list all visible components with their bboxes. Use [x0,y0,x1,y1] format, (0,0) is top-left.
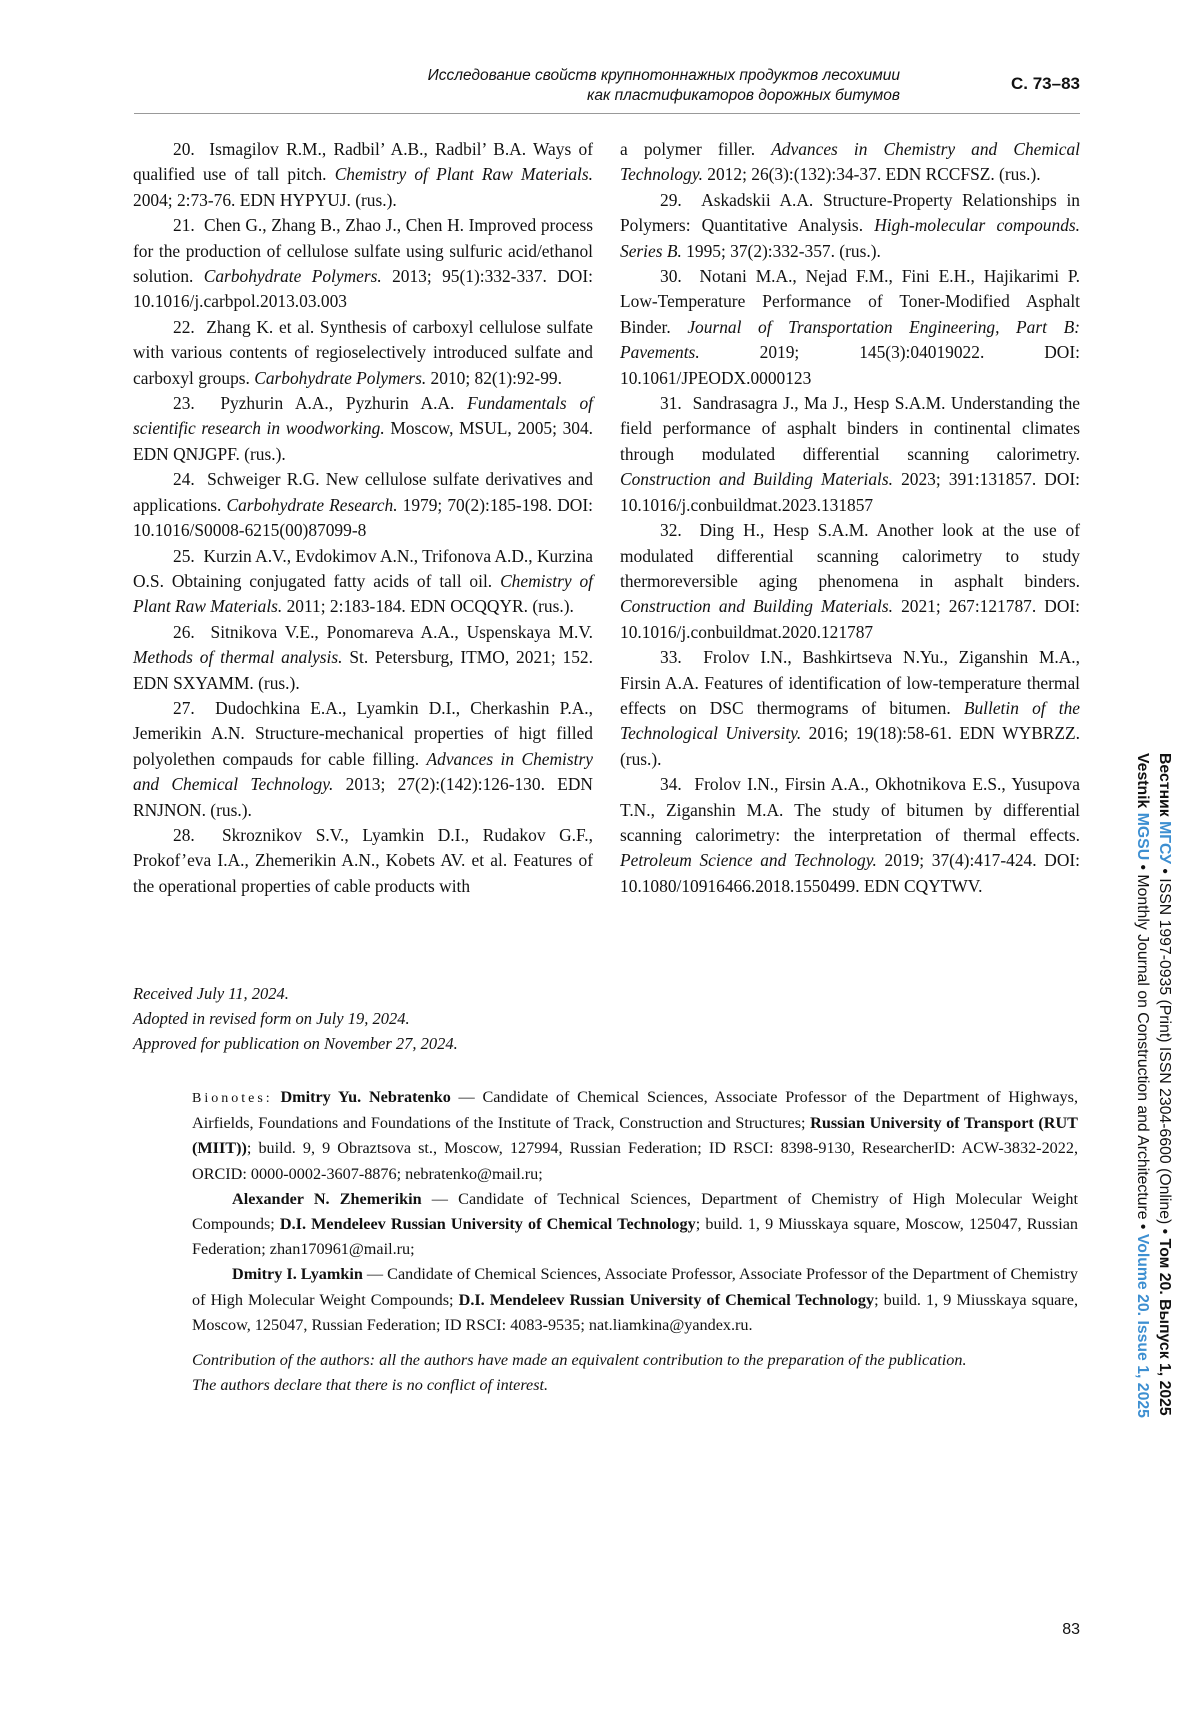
reference-source: Fundamentals of scientific research in woodworking. [133,393,593,439]
reference-text: Skroznikov S.V., Lyamkin D.I., Rudakov G.F., Prokof’eva I.A., Zhemerikin A.N., Kobets AV. et al. Features of the operational properties of cable products with [133,824,593,896]
sidebar-volume-en: Volume 20. Issue 1, 2025 [1134,1233,1151,1418]
reference-details: 2023; 391:131857. DOI: 10.1016/j.conbuildmat.2023.131857 [620,469,1080,515]
bionote-text: — Candidate of Chemical Sciences, Associate Professor of the Department of Highways, Airfields, Foundations and Foundations of the Institute of Track, Construction and Structures; [192,1088,1078,1133]
reference-number: 27. [173,697,195,718]
reference-details: 1979; 70(2):185-198. DOI: 10.1016/S0008-6215(00)87099-8 [133,494,593,541]
reference-item [133,213,593,315]
reference-details: 2012; 26(3):(132):34-37. EDN RCCFSZ. (rus.). [702,164,1041,185]
sidebar-mgsu-en: MGSU [1134,812,1151,861]
bionote-1 [192,1085,1078,1187]
reference-item [133,467,593,543]
reference-source: Advances in Chemistry and Chemical Technology. [133,748,593,795]
sidebar-subtitle: • Monthly Journal on Construction and Architecture • [1134,860,1151,1234]
bionote-org: Russian University of Transport (RUT (MIIT)) [192,1114,1078,1158]
sidebar-issn: • ISSN 1997-0935 (Print) ISSN 2304-6600 (Online) • [1156,864,1173,1239]
reference-number: 23. [173,393,195,414]
reference-number: 26. [173,621,195,642]
reference-text: Askadskii A.A. Structure-Property Relationships in Polymers: Quantitative Analysis. [620,189,1080,236]
reference-number: 24. [173,469,195,490]
journal-sidebar-text [1115,753,1175,1583]
reference-details: 2010; 82(1):92-99. [426,367,562,388]
sidebar-volume-ru: Том 20. Выпуск 1, 2025 [1156,1238,1173,1416]
contribution-line1: Contribution of the authors: all the authors have made an equivalent contribution to the preparation of the publication. [192,1351,967,1369]
reference-text: Frolov I.N., Firsin A.A., Okhotnikova E.S., Yusupova T.N., Ziganshin M.A. The study of bitumen by differential scanning calorimetry: the interpretation of thermal effects. [620,774,1080,845]
reference-item [620,645,1080,772]
reference-text: Chen G., Zhang B., Zhao J., Chen H. Improved process for the production of cellulose sulfate using sulfuric acid/ethanol solution. [133,215,594,287]
reference-details: St. Petersburg, ITMO, 2021; 152. EDN SXYAMM. (rus.). [133,647,593,693]
reference-source: Advances in Chemistry and Chemical Technology. [620,139,1080,185]
sidebar-line-russian [1153,753,1175,1583]
reference-text: Sandrasagra J., Ma J., Hesp S.A.M. Understanding the field performance of asphalt binders in continental climates through modulated differential scanning calorimetry. [620,393,1080,464]
bionote-text: ; build. 1, 9 Miusskaya square, Moscow, 125047, Russian Federation; zhan170961@mail.ru; [192,1215,1079,1259]
bionote-author-name: Dmitry I. Lyamkin [232,1265,363,1284]
reference-item [620,264,1080,391]
references-right-column [620,137,1080,899]
conflict-of-interest: The authors declare that there is no conflict of interest. [192,1376,549,1394]
bionote-3 [192,1262,1078,1338]
sidebar-journal-ru: Вестник [1156,753,1173,822]
reference-text: Frolov I.N., Bashkirtseva N.Yu., Ziganshin M.A., Firsin A.A. Features of identification of low-temperature thermal effects on DSC thermograms of bitumen. [620,647,1081,718]
reference-number: 29. [660,189,682,210]
bionotes [192,1085,1078,1338]
reference-text: Kurzin A.V., Evdokimov A.N., Trifonova A.D., Kurzina O.S. Obtaining conjugated fatty acids of tall oil. [133,545,593,591]
approved-date: Approved for publication on November 27, 2024. [133,1034,458,1053]
reference-text: Ding H., Hesp S.A.M. Another look at the use of modulated differential scanning calorimetry to study thermoreversible aging phenomena in asphalt binders. [620,520,1080,591]
reference-details: 2021; 267:121787. DOI: 10.1016/j.conbuildmat.2020.121787 [620,596,1080,642]
reference-item [133,391,593,467]
reference-details: Moscow, MSUL, 2005; 304. EDN QNJGPF. (rus.). [133,418,593,464]
reference-item [620,188,1080,264]
header-title-line1: Исследование свойств крупнотоннажных продуктов лесохимии [427,67,900,84]
header-title-line2: как пластификаторов дорожных битумов [587,87,900,104]
reference-item [620,772,1080,899]
sidebar-line-english [1131,753,1153,1583]
reference-details: 2004; 2:73-76. EDN HYPYUJ. (rus.). [133,189,397,210]
reference-details: 2019; 37(4):417-424. DOI: 10.1080/10916466.2018.1550499. EDN CQYTWV. [620,850,1080,896]
reference-details: 2013; 27(2):(142):126-130. EDN RNJNON. (rus.). [133,774,593,820]
reference-text: Schweiger R.G. New cellulose sulfate derivatives and applications. [133,469,594,515]
bionote-text: — Candidate of Chemical Sciences, Associate Professor, Associate Professor of the Department of Chemistry of High Molecular Weight Compounds; [192,1265,1079,1309]
reference-source: Journal of Transportation Engineering, Part B: Pavements. [620,316,1080,363]
bionotes-label: Bionotes: [192,1091,273,1106]
page-range: С. 73–83 [1011,74,1080,93]
article-dates [133,981,733,1056]
reference-number: 31. [660,393,682,414]
reference-source: Carbohydrate Polymers. [203,266,382,287]
reference-text: Sitnikova V.E., Ponomareva A.A., Uspenskaya M.V. [210,621,593,642]
header-rule [134,113,1080,114]
reference-source: Chemistry of Plant Raw Materials. [334,164,593,185]
reference-text: Notani M.A., Nejad F.M., Fini E.H., Hajikarimi P. Low-Temperature Performance of Toner-Modified Asphalt Binder. [620,266,1080,337]
reference-item [620,137,1080,188]
bionote-text: — Candidate of Technical Sciences, Department of Chemistry of High Molecular Weight Compounds; [192,1189,1079,1234]
running-header [300,66,900,106]
reference-source: Petroleum Science and Technology. [620,850,877,871]
sidebar-journal-en: Vestnik [1134,753,1151,813]
received-date: Received July 11, 2024. [133,984,289,1003]
reference-number: 22. [173,316,195,337]
journal-sidebar [1115,753,1175,1583]
adopted-date: Adopted in revised form on July 19, 2024. [133,1009,410,1028]
reference-number: 25. [173,545,195,566]
reference-text: Dudochkina E.A., Lyamkin D.I., Cherkashin P.A., Jemerikin A.N. Structure-mechanical properties of higt filled polyolethen compauds for cable filling. [133,697,593,769]
reference-details: 1995; 37(2):332-357. (rus.). [681,240,881,261]
bionote-org: D.I. Mendeleev Russian University of Chemical Technology [279,1215,696,1234]
reference-item [133,620,593,696]
reference-item [133,544,593,620]
reference-number: 34. [660,774,682,795]
sidebar-mgsu-ru: МГСУ [1156,821,1173,864]
bionote-2 [192,1187,1078,1263]
reference-number: 32. [660,520,682,541]
reference-text: Ismagilov R.M., Radbil’ A.B., Radbil’ B.A. Ways of qualified use of tall pitch. [133,139,593,185]
bionote-org: D.I. Mendeleev Russian University of Chemical Technology [458,1290,875,1309]
bionote-author-name: Dmitry Yu. Nebratenko [280,1088,451,1106]
reference-number: 28. [173,824,195,845]
reference-details: 2011; 2:183-184. EDN OCQQYR. (rus.). [282,596,574,617]
reference-item [133,137,593,213]
reference-source: Construction and Building Materials. [620,469,893,490]
reference-number: 20. [173,139,195,159]
reference-item [620,391,1080,518]
reference-source: Carbohydrate Polymers. [254,367,427,388]
reference-number: 21. [173,215,195,236]
reference-item [133,823,593,899]
reference-details: 2019; 145(3):04019022. DOI: 10.1061/JPEODX.0000123 [620,342,1080,388]
bionote-author-name: Alexander N. Zhemerikin [232,1189,422,1208]
reference-item [133,696,593,823]
reference-text: Zhang K. et al. Synthesis of carboxyl cellulose sulfate with various contents of regioselectively introduced sulfate and carboxyl groups. [133,316,594,388]
reference-number: 30. [660,266,682,287]
reference-source: Carbohydrate Research. [226,494,398,515]
bionote-text: ; build. 9, 9 Obraztsova st., Moscow, 127994, Russian Federation; ID RSCI: 8398-9130, ResearcherID: ACW-3832-2022, ORCID: 0000-0002-3607-8876; nebratenko@mail.ru; [192,1139,1078,1183]
reference-source: Bulletin of the Technological University. [620,697,1081,744]
contribution-statement [192,1348,1078,1398]
reference-item [133,315,593,391]
reference-text: a polymer filler. [620,139,772,159]
reference-details: 2016; 19(18):58-61. EDN WYBRZZ. (rus.). [620,723,1081,769]
reference-details: 2013; 95(1):332-337. DOI: 10.1016/j.carbpol.2013.03.003 [133,266,593,312]
references-left-column [133,137,593,899]
reference-source: Construction and Building Materials. [620,596,893,617]
reference-item [620,518,1080,645]
page-number: 83 [1062,1621,1080,1638]
bionote-text: ; build. 1, 9 Miusskaya square, Moscow, 125047, Russian Federation; ID RSCI: 4083-9535; nat.liamkina@yandex.ru. [192,1290,1078,1334]
reference-text: Pyzhurin A.A., Pyzhurin A.A. [220,393,468,414]
reference-number: 33. [660,647,682,668]
reference-source: Methods of thermal analysis. [133,647,343,668]
reference-source: Chemistry of Plant Raw Materials. [133,570,593,617]
reference-source: High-molecular compounds. Series B. [620,215,1081,261]
